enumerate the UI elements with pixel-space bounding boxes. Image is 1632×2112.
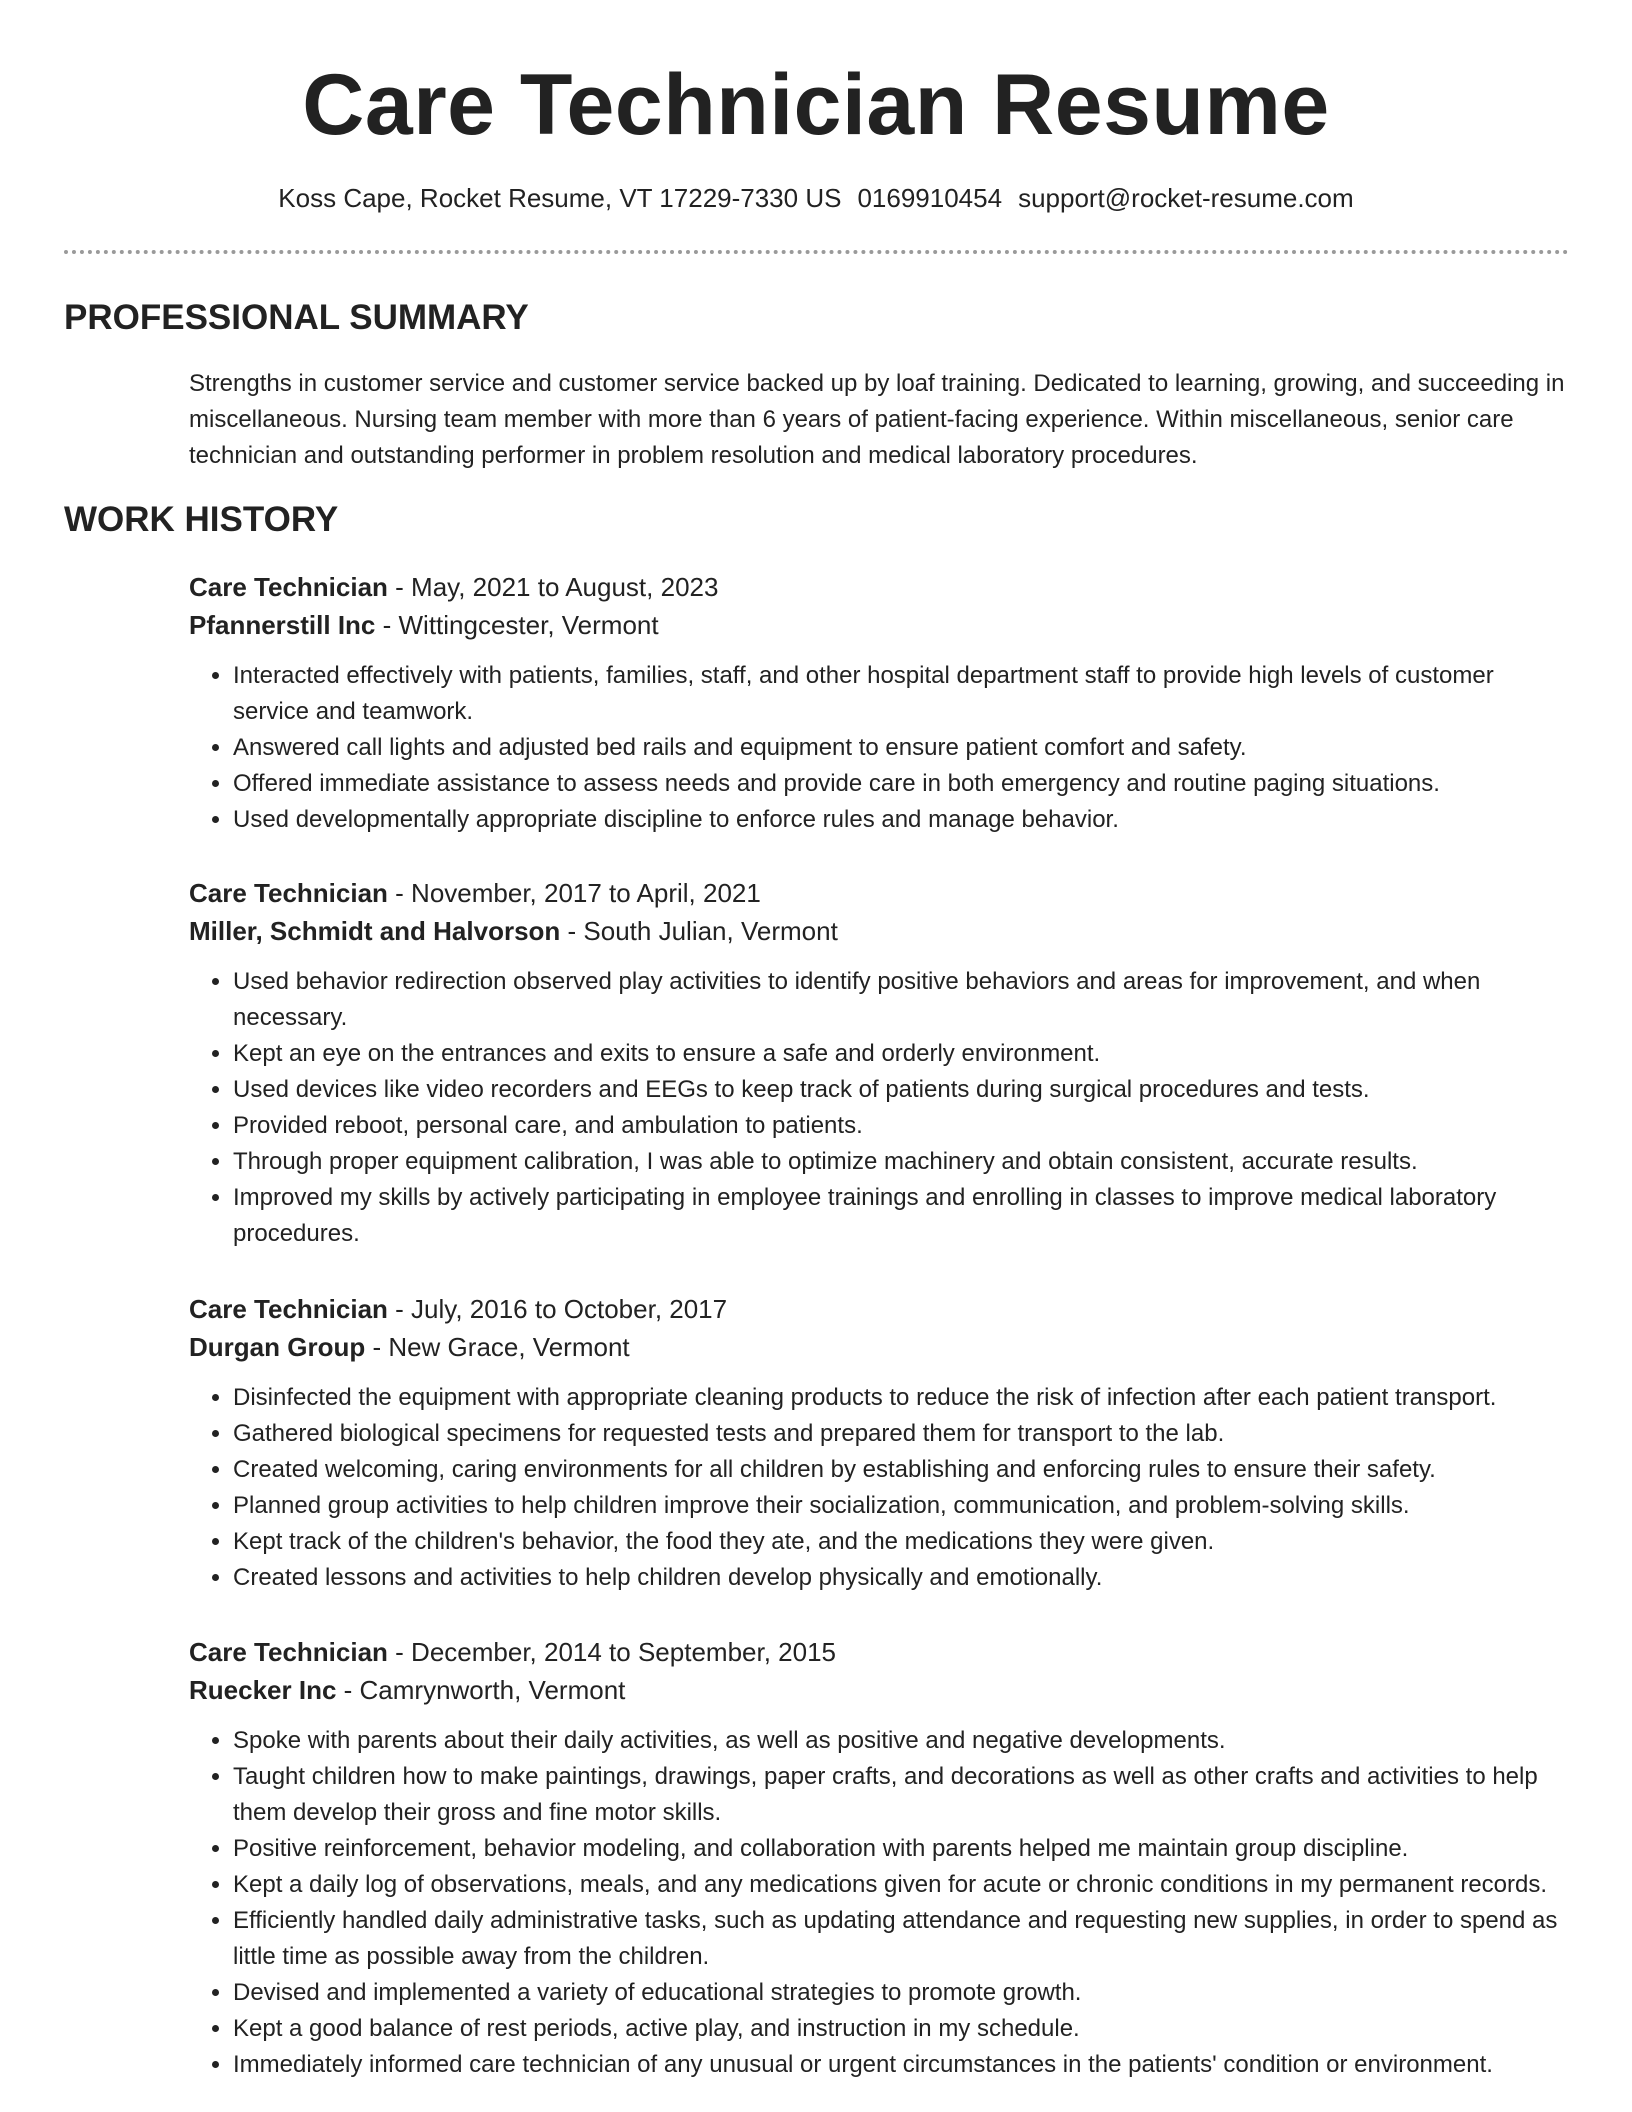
job-bullet: • Through proper equipment calibration, I was able to optimize machinery and obtain consistent, accurate results. <box>233 1144 1569 1180</box>
job-dates: - July, 2016 to October, 2017 <box>387 1294 728 1324</box>
job-bullet: • Provided reboot, personal care, and ambulation to patients. <box>233 1108 1569 1144</box>
job-bullet: • Taught children how to make paintings, drawings, paper crafts, and decorations as well as other crafts and activities to help them develop their gross and fine motor skills. <box>233 1759 1569 1831</box>
job-bullet: • Devised and implemented a variety of educational strategies to promote growth. <box>233 1975 1569 2011</box>
job-bullet: • Created lessons and activities to help children develop physically and emotionally. <box>233 1560 1569 1596</box>
job-company-line <box>189 606 1569 644</box>
job-title: Care Technician <box>189 1637 388 1667</box>
job-location: - New Grace, Vermont <box>365 1332 630 1362</box>
contact-address: Koss Cape, Rocket Resume, VT 17229-7330 US <box>278 183 842 213</box>
job-location: - Wittingcester, Vermont <box>375 610 659 640</box>
job-entry <box>189 1290 1569 1596</box>
job-bullet: • Efficiently handled daily administrative tasks, such as updating attendance and requesting new supplies, in order to spend as little time as possible away from the children. <box>233 1903 1569 1975</box>
job-bullet: • Spoke with parents about their daily activities, as well as positive and negative developments. <box>233 1723 1569 1759</box>
job-title-line <box>189 568 1569 606</box>
job-bullet: • Answered call lights and adjusted bed rails and equipment to ensure patient comfort and safety. <box>233 730 1569 766</box>
contact-line <box>0 180 1632 216</box>
job-bullet: • Kept a good balance of rest periods, active play, and instruction in my schedule. <box>233 2011 1569 2047</box>
job-title: Care Technician <box>189 1294 388 1324</box>
job-bullet: • Kept a daily log of observations, meals, and any medications given for acute or chronic conditions in my permanent records. <box>233 1867 1569 1903</box>
job-title: Care Technician <box>189 572 388 602</box>
professional-summary-text: Strengths in customer service and customer service backed up by loaf training. Dedicated to learning, growing, and succeeding in miscellaneous. Nursing team member with more than 6 years of patient-facing experience. Within miscellaneous, senior care technician and outstanding performer in problem resolution and medical laboratory procedures. <box>189 370 1565 469</box>
job-bullet: • Interacted effectively with patients, families, staff, and other hospital department staff to provide high levels of customer service and teamwork. <box>233 658 1569 730</box>
professional-summary-heading: PROFESSIONAL SUMMARY <box>64 298 529 337</box>
job-bullet: • Created welcoming, caring environments for all children by establishing and enforcing rules to ensure their safety. <box>233 1452 1569 1488</box>
job-entry <box>189 874 1569 1252</box>
job-location: - Camrynworth, Vermont <box>336 1675 626 1705</box>
work-history-heading: WORK HISTORY <box>64 500 339 539</box>
job-entry <box>189 1633 1569 2083</box>
job-bullet: • Disinfected the equipment with appropriate cleaning products to reduce the risk of infection after each patient transport. <box>233 1380 1569 1416</box>
job-bullet: • Gathered biological specimens for requested tests and prepared them for transport to the lab. <box>233 1416 1569 1452</box>
job-company: Pfannerstill Inc <box>189 610 376 640</box>
job-bullet: • Used behavior redirection observed play activities to identify positive behaviors and areas for improvement, and when necessary. <box>233 964 1569 1036</box>
job-company-line <box>189 1671 1569 1709</box>
job-bullet-list <box>189 1723 1569 2083</box>
job-bullet: • Kept an eye on the entrances and exits to ensure a safe and orderly environment. <box>233 1036 1569 1072</box>
job-bullet: • Planned group activities to help children improve their socialization, communication, and problem-solving skills. <box>233 1488 1569 1524</box>
job-title-line <box>189 1633 1569 1671</box>
job-dates: - May, 2021 to August, 2023 <box>387 572 719 602</box>
job-bullet: • Immediately informed care technician of any unusual or urgent circumstances in the patients' condition or environment. <box>233 2047 1569 2083</box>
job-title-line <box>189 1290 1569 1328</box>
job-bullet-list <box>189 658 1569 838</box>
job-bullet-list <box>189 964 1569 1252</box>
job-company-line <box>189 1328 1569 1366</box>
job-title-line <box>189 874 1569 912</box>
job-bullet: • Positive reinforcement, behavior modeling, and collaboration with parents helped me maintain group discipline. <box>233 1831 1569 1867</box>
job-bullet-list <box>189 1380 1569 1596</box>
job-bullet: • Used devices like video recorders and EEGs to keep track of patients during surgical procedures and tests. <box>233 1072 1569 1108</box>
contact-phone: 0169910454 <box>857 183 1003 213</box>
job-entry <box>189 568 1569 838</box>
job-bullet: • Kept track of the children's behavior, the food they ate, and the medications they were given. <box>233 1524 1569 1560</box>
job-location: - South Julian, Vermont <box>560 916 838 946</box>
job-dates: - December, 2014 to September, 2015 <box>387 1637 836 1667</box>
job-company: Ruecker Inc <box>189 1675 337 1705</box>
job-company: Durgan Group <box>189 1332 366 1362</box>
job-dates: - November, 2017 to April, 2021 <box>387 878 761 908</box>
header-divider <box>64 250 1569 254</box>
job-bullet: • Improved my skills by actively participating in employee trainings and enrolling in classes to improve medical laboratory procedures. <box>233 1180 1569 1252</box>
contact-email: support@rocket-resume.com <box>1018 183 1354 213</box>
job-title: Care Technician <box>189 878 388 908</box>
job-company-line <box>189 912 1569 950</box>
resume-title: Care Technician Resume <box>302 57 1330 153</box>
job-bullet: • Offered immediate assistance to assess needs and provide care in both emergency and routine paging situations. <box>233 766 1569 802</box>
job-company: Miller, Schmidt and Halvorson <box>189 916 561 946</box>
job-bullet: • Used developmentally appropriate discipline to enforce rules and manage behavior. <box>233 802 1569 838</box>
